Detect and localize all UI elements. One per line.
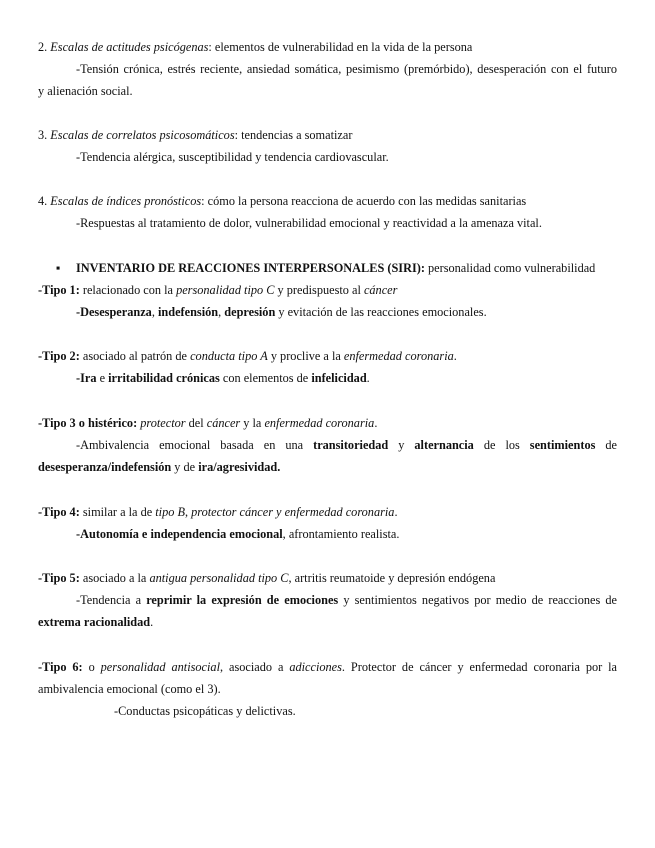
type-2-item: -Ira e irritabilidad crónicas con elementos de infelicidad. [76, 371, 370, 385]
type-3-heading: -Tipo 3 o histérico: protector del cáncer y la enfermedad coronaria. [38, 416, 378, 430]
scale-4-item: -Respuestas al tratamiento de dolor, vulnerabilidad emocional y reactividad a la amenaza vital. [76, 216, 542, 230]
scale-2-item: -Tensión crónica, estrés reciente, ansiedad somática, pesimismo (premórbido), desesperación con el futuro [76, 62, 617, 76]
scale-number: 4. [38, 194, 51, 208]
type-3-item-cont: desesperanza/indefensión y de ira/agresividad. [38, 460, 281, 474]
type-label: -Tipo 5: [38, 571, 80, 585]
scale-description: : tendencias a somatizar [234, 128, 353, 142]
type-label: -Tipo 6: [38, 660, 83, 674]
type-label: -Tipo 1: [38, 283, 80, 297]
type-label: -Tipo 3 o histérico: [38, 416, 138, 430]
scale-4-heading [38, 193, 617, 209]
scale-number: 3. [38, 128, 51, 142]
type-2-heading: -Tipo 2: asociado al patrón de conducta tipo A y proclive a la enfermedad coronaria. [38, 349, 457, 363]
scale-title: Escalas de actitudes psicógenas [50, 40, 209, 54]
type-label: -Tipo 4: [38, 505, 80, 519]
type-5-item-cont: extrema racionalidad. [38, 615, 154, 629]
type-label: -Tipo 2: [38, 349, 80, 363]
type-4-heading: -Tipo 4: similar a la de tipo B, protector cáncer y enfermedad coronaria. [38, 505, 398, 519]
scale-title: Escalas de índices pronósticos [50, 194, 202, 208]
type-5-item: -Tendencia a reprimir la expresión de emociones y sentimientos negativos por medio de reacciones de [76, 593, 617, 607]
scale-3-item: -Tendencia alérgica, susceptibilidad y tendencia cardiovascular. [76, 150, 389, 164]
scale-description: : cómo la persona reacciona de acuerdo con las medidas sanitarias [201, 194, 527, 208]
scale-3-heading [38, 127, 617, 143]
scale-description: : elementos de vulnerabilidad en la vida de la persona [208, 40, 473, 54]
type-4-item: -Autonomía e independencia emocional, afrontamiento realista. [76, 527, 400, 541]
type-6-heading: -Tipo 6: o personalidad antisocial, asociado a adicciones. Protector de cáncer y enfermedad coronaria por la [38, 660, 618, 674]
type-5-heading: -Tipo 5: asociado a la antigua personalidad tipo C, artritis reumatoide y depresión endógena [38, 571, 496, 585]
bullet-icon: ▪ [56, 261, 61, 275]
section-title: INVENTARIO DE REACCIONES INTERPERSONALES (SIRI): [76, 261, 425, 275]
type-3-item: -Ambivalencia emocional basada en una transitoriedad y alternancia de los sentimientos de [76, 438, 617, 452]
type-6-heading-cont: ambivalencia emocional (como el 3). [38, 682, 221, 696]
type-1-heading: -Tipo 1: relacionado con la personalidad tipo C y predispuesto al cáncer [38, 283, 398, 297]
type-1-item: -Desesperanza, indefensión, depresión y evitación de las reacciones emocionales. [76, 305, 487, 319]
type-6-item: -Conductas psicopáticas y delictivas. [114, 704, 296, 718]
scale-title: Escalas de correlatos psicosomáticos [50, 128, 235, 142]
scale-number: 2. [38, 40, 51, 54]
scale-2-heading [38, 39, 617, 55]
scale-2-item-cont: y alienación social. [38, 84, 133, 98]
siri-heading: INVENTARIO DE REACCIONES INTERPERSONALES (SIRI): personalidad como vulnerabilidad [76, 261, 596, 275]
